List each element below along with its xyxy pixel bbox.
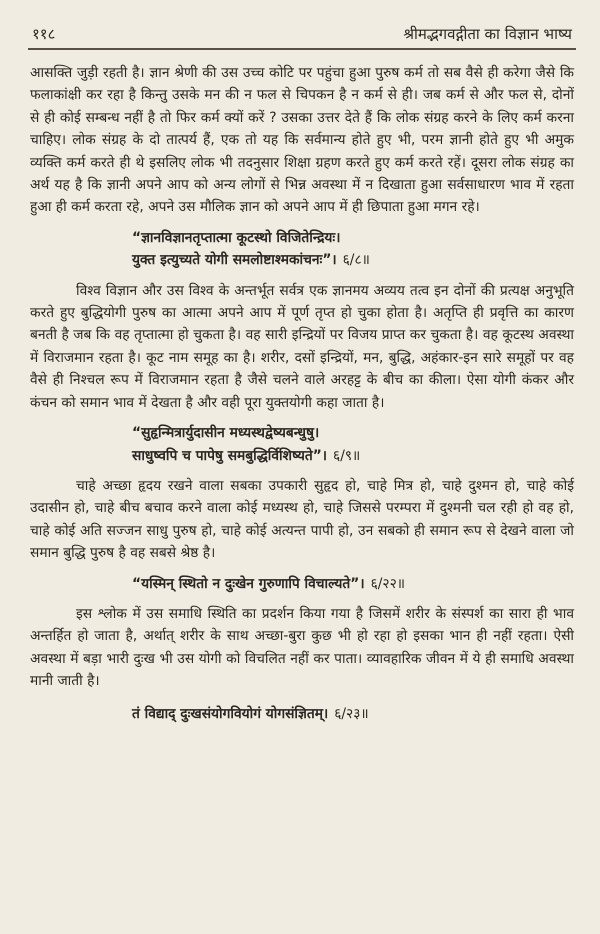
page-number: ११८ — [32, 25, 56, 43]
verse-2-line-1: “सुहृन्मित्रार्युदासीन मध्यस्थद्वेष्यबन्धुषु। — [132, 425, 320, 442]
page-body — [30, 62, 574, 733]
verse-1 — [132, 227, 574, 272]
verse-1-line-2-text: युक्त इत्युच्यते योगी समलोष्टाश्मकांचनः”। — [132, 252, 337, 269]
running-title: श्रीमद्भगवद्गीता का विज्ञान भाष्य — [403, 25, 572, 43]
paragraph-4: इस श्लोक में उस समाधि स्थिति का प्रदर्शन किया गया है जिसमें शरीर के संस्पर्श का सारा ही भाव अन्तर्हित हो जाता है, अर्थात् शरीर के साथ अच्छा-बुरा कुछ भी हो रहा हो इसका भान ही नहीं रहता। ऐसी अवस्था में बड़ा भारी दुःख भी उस योगी को विचलित नहीं कर पाता। व्यावहारिक जीवन में ये ही समाधि अवस्था मानी जाती है। — [30, 605, 574, 690]
verse-1-line-1: “ज्ञानविज्ञानतृप्तात्मा कूटस्थो विजितेन्द्रियः। — [132, 229, 341, 246]
paragraph-3: चाहे अच्छा हृदय रखने वाला सबका उपकारी सुहृद हो, चाहे मित्र हो, चाहे दुश्मन हो, चाहे कोई उदासीन हो, चाहे बीच बचाव करने वाला कोई मध्यस्थ हो, चाहे जिससे परम्परा में दुश्मनी चल रही हो वह हो, चाहे कोई अति सज्जन साधु पुरुष हो, चाहे कोई अत्यन्त पापी हो, उन सबको ही समान रूप से देखने वाला जो समान बुद्धि पुरुष है वह सबसे श्रेष्ठ है। — [30, 477, 574, 562]
verse-3-ref: ६/२२॥ — [370, 575, 406, 592]
paragraph-1: आसक्ति जुड़ी रहती है। ज्ञान श्रेणी की उस उच्च कोटि पर पहुंचा हुआ पुरुष कर्म तो सब वैसे ही करेगा जैसे कि फलाकांक्षी कर रहा है किन्तु उसके मन की न फल से चिपकन है न कर्म से ही। जब कर्म से और फल से, दोनों से ही कोई सम्बन्ध नहीं है तो फिर कर्म क्यों करें ? उसका उत्तर देते हैं कि लोक संग्रह करने के लिए कर्म करना चाहिए। लोक संग्रह के दो तात्पर्य हैं, एक तो यह कि सर्वमान्य होते हुए भी, परम ज्ञानी होते हुए भी अमुक व्यक्ति कर्म करते ही थे इसलिए लोक भी तदनुसार शिक्षा ग्रहण करते हुए कर्म करते रहें। दूसरा लोक संग्रह का अर्थ यह है कि ज्ञानी अपने आप को अन्य लोगों से भिन्न अवस्था में न दिखाता हुआ सर्वसाधारण भाव में रहता हुआ ही कर्म करता रहे, अपने उस मौलिक ज्ञान को अपने आप में ही छिपाता हुआ मगन रहे। — [30, 65, 574, 216]
verse-1-ref: ६/८॥ — [342, 252, 370, 269]
verse-1-line-2 — [132, 249, 574, 271]
verse-4-line-1 — [132, 703, 574, 725]
verse-4-text: तं विद्याद् दुःखसंयोगवियोगं योगसंज्ञितम्। — [132, 705, 329, 722]
verse-2-line-2-text: साधुष्वपि च पापेषु समबुद्धिर्विशिष्यते”। — [132, 447, 328, 464]
verse-3-text: “यस्मिन् स्थितो न दुःखेन गुरुणापि विचाल्यते”। — [132, 575, 365, 592]
page-header — [32, 24, 572, 46]
paragraph-2: विश्व विज्ञान और उस विश्व के अन्तर्भूत सर्वत्र एक ज्ञानमय अव्यय तत्व इन दोनों की प्रत्यक्ष अनुभूति करते हुए बुद्धियोगी पुरुष का आत्मा अपने आप में पूर्ण तृप्त हो चुका होता है। अतृप्ति ही प्रवृत्ति का कारण बनती है जब कि वह तृप्तात्मा हो चुकता है। वह सारी इन्द्रियों पर विजय प्राप्त कर चुकता है। वह कूटस्थ अवस्था में विराजमान रहता है। कूट नाम समूह का है। शरीर, दसों इन्द्रियों, मन, बुद्धि, अहंकार-इन सारे समूहों पर वह वैसे ही निश्चल रूप में विराजमान रहता है जैसे चलने वाले अरहट्ट के बीच का कीला। ऐसा योगी कंकर और कंचन को समान भाव में देखता है और वही पूरा युक्तयोगी कहा जाता है। — [30, 282, 574, 411]
verse-3 — [132, 573, 574, 595]
verse-2-line-2 — [132, 445, 574, 467]
verse-2-ref: ६/९॥ — [333, 447, 361, 464]
verse-2 — [132, 422, 574, 467]
verse-4 — [132, 703, 574, 725]
verse-3-line-1 — [132, 573, 574, 595]
header-rule — [28, 48, 576, 50]
verse-4-ref: ६/२३॥ — [334, 705, 369, 722]
